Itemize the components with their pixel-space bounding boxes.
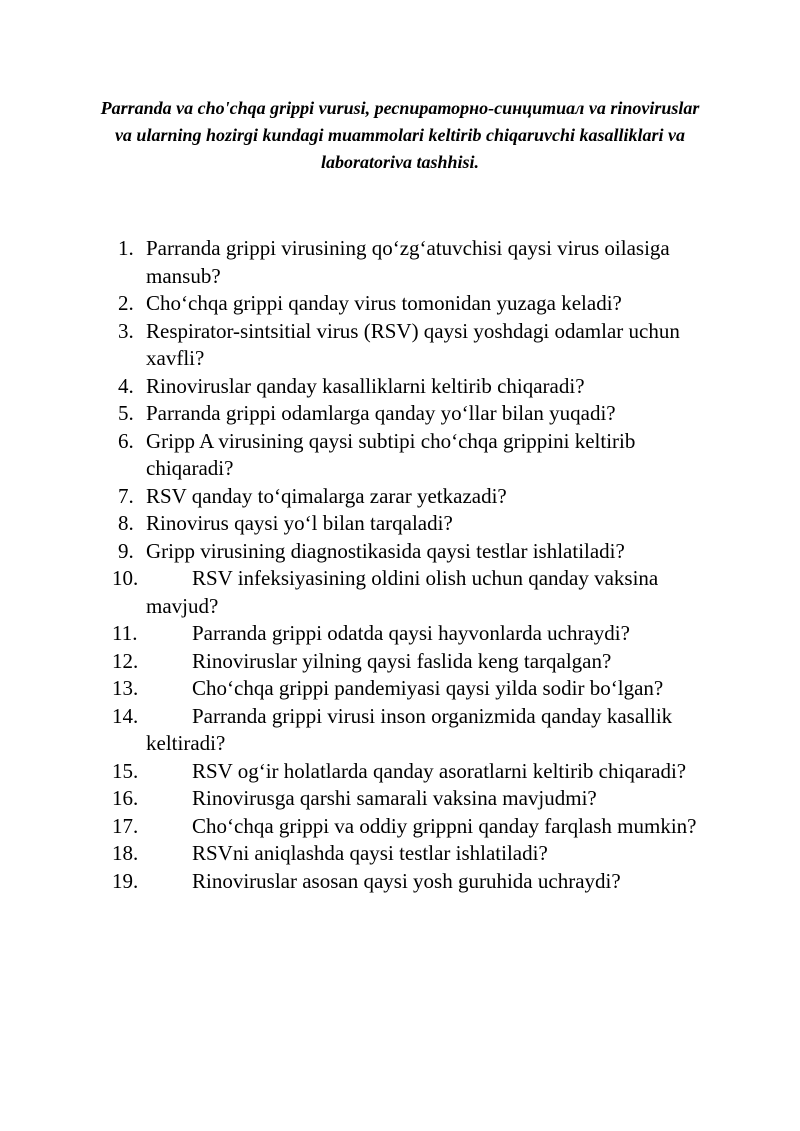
question-number: 15. (112, 758, 139, 783)
question-text: Cho‘chqa grippi qanday virus tomonidan yuzaga keladi? (146, 291, 622, 315)
question-number: 4. (118, 373, 134, 398)
question-text: RSV og‘ir holatlarda qanday asoratlarni keltirib chiqaradi? (192, 758, 687, 783)
question-number: 3. (118, 318, 134, 343)
question-item (118, 318, 728, 373)
question-item (112, 785, 728, 813)
question-text: Gripp A virusining qaysi subtipi cho‘chqa grippini keltirib chiqaradi? (146, 428, 636, 480)
question-item (118, 400, 728, 428)
question-number: 9. (118, 538, 134, 563)
question-text: Parranda grippi odamlarga qanday yo‘llar bilan yuqadi? (146, 401, 616, 425)
question-text: Parranda grippi odatda qaysi hayvonlarda uchraydi? (192, 621, 630, 645)
question-item (118, 290, 728, 318)
question-text: Rinoviruslar asosan qaysi yosh guruhida uchraydi? (192, 868, 621, 893)
question-text: Rinoviruslar qanday kasalliklarni keltirib chiqaradi? (146, 373, 585, 398)
question-text: Gripp virusining diagnostikasida qaysi testlar ishlatiladi? (146, 538, 625, 563)
question-number: 8. (118, 511, 134, 535)
question-text: Parranda grippi virusining qo‘zg‘atuvchisi qaysi virus oilasiga mansub? (146, 236, 670, 288)
question-item (112, 703, 728, 758)
question-number: 1. (118, 236, 134, 260)
question-text: RSV infeksiyasining oldini olish uchun qanday vaksina mavjud? (146, 566, 659, 618)
question-text: Rinoviruslar yilning qaysi faslida keng tarqalgan? (192, 648, 612, 673)
question-number: 16. (112, 786, 139, 810)
question-number: 12. (112, 648, 139, 673)
question-text: RSV qanday to‘qimalarga zarar yetkazadi? (146, 483, 507, 508)
document-title: Parranda va cho'chqa grippi vurusi, респираторно-синцитиал va rinoviruslar va ularning hozirgi kundagi muammolari keltirib chiqaruvchi kasalliklari va laboratoriva tashhisi. (100, 98, 700, 172)
question-item (112, 675, 728, 703)
question-number: 5. (118, 401, 134, 425)
question-number: 13. (112, 676, 139, 700)
question-number: 7. (118, 483, 134, 508)
question-number: 18. (112, 841, 139, 865)
question-number: 17. (112, 813, 139, 838)
question-text: Rinovirusga qarshi samarali vaksina mavjudmi? (192, 786, 597, 810)
question-number: 11. (112, 621, 138, 645)
question-item (112, 840, 728, 868)
question-item (112, 868, 728, 896)
question-list (112, 235, 728, 895)
question-item (112, 813, 728, 841)
question-item (112, 758, 728, 786)
question-text: Respirator-sintsitial virus (RSV) qaysi yoshdagi odamlar uchun xavfli? (146, 318, 680, 370)
question-number: 14. (112, 703, 139, 728)
question-item (118, 373, 728, 401)
question-text: Cho‘chqa grippi va oddiy grippni qanday farqlash mumkin? (192, 813, 697, 838)
question-item (118, 538, 728, 566)
question-item (112, 620, 728, 648)
question-number: 6. (118, 428, 134, 453)
question-text: Cho‘chqa grippi pandemiyasi qaysi yilda sodir bo‘lgan? (192, 676, 664, 700)
question-text: RSVni aniqlashda qaysi testlar ishlatiladi? (192, 841, 548, 865)
question-item (112, 648, 728, 676)
question-item (118, 235, 728, 290)
question-item (118, 428, 728, 483)
question-text: Rinovirus qaysi yo‘l bilan tarqaladi? (146, 511, 453, 535)
question-text: Parranda grippi virusi inson organizmida qanday kasallik keltiradi? (146, 703, 673, 755)
question-item (118, 483, 728, 511)
question-item (118, 510, 728, 538)
question-number: 10. (112, 566, 139, 590)
question-item (112, 565, 728, 620)
question-number: 2. (118, 291, 134, 315)
question-number: 19. (112, 868, 139, 893)
